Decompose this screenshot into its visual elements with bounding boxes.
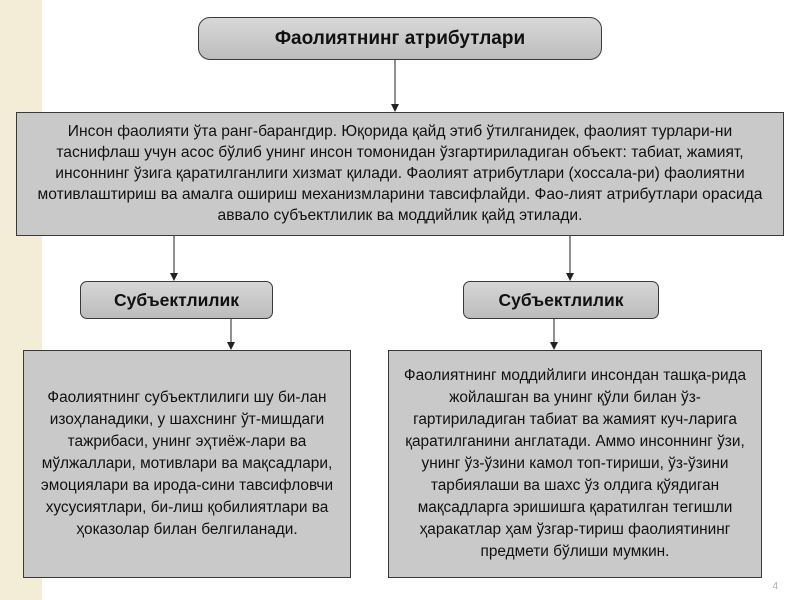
title-text: Фаолиятнинг атрибутлари: [274, 27, 526, 49]
left-description-text: Фаолиятнинг субъектлилиги шу би-лан изоҳланадики, у шахснинг ўт-мишдаги тажрибаси, унинг эҳтиёж-лари ва мўлжаллари, мотивлари ва мақсадлари, эмоциялари ва ирода-сини тавсифловчи хусусиятлари, би-лиш қобилиятлари ва ҳоказолар билан белгиланади.: [40, 389, 334, 538]
right-attribute-label-box: [463, 281, 659, 319]
left-attribute-label-box: [80, 281, 273, 319]
left-attribute-label: Субъектлилик: [113, 289, 240, 310]
right-attribute-label: Субъектлилик: [498, 289, 624, 310]
right-description-box: [388, 350, 762, 578]
right-description-text: Фаолиятнинг моддийлиги инсондан ташқа-рида жойлашган ва унинг қўли билан ўз-гартириладиган табиат ва жамият куч-ларига қаратилганини англатади. Аммо инсоннинг ўзи, унинг ўз-ўзини камол топ-тириши, ўз-ўзини тарбиялаши ва шахс ўз олдига қўядиган мақсадларга эришишга қаратилган тегишли ҳаракатлар ҳам ўзгар-тириш фаолиятининг предмети бўлиши мумкин.: [403, 367, 747, 560]
intro-text: Инсон фаолияти ўта ранг-барангдир. Юқорида қайд этиб ўтилганидек, фаолият турлари-ни таснифлаш учун асос бўлиб унинг инсон томонидан ўзгартириладиган объект: табиат, жамият, инсоннинг ўзига қаратилганлиги хизмат қилади. Фаолият атрибутлари (хоссала-ри) фаолиятни мотивлаштириш ва амалга ошириш механизмларини тавсифлайди. Фао-лият атрибутлари орасида аввало субъектлилик ва моддийлик қайд этилади.: [37, 123, 763, 224]
intro-box: [16, 112, 784, 236]
title-box: [198, 17, 602, 60]
left-description-box: [23, 350, 351, 578]
page-number: 4: [772, 581, 778, 592]
